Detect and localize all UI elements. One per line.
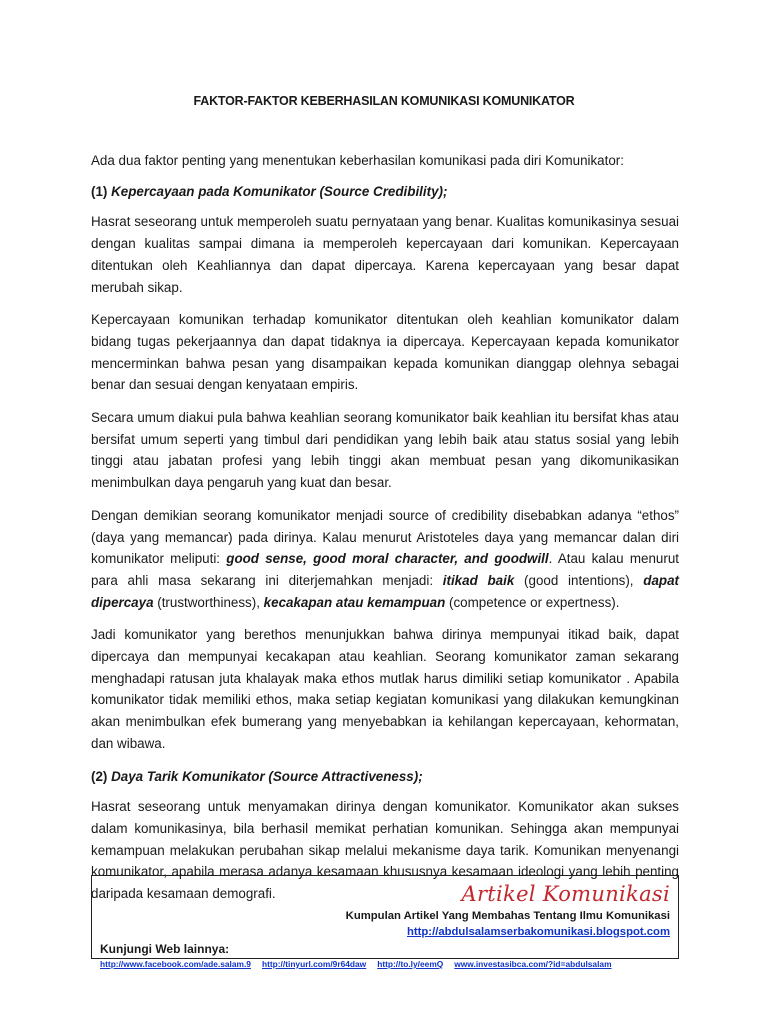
paragraph-4-text-5: (competence or expertness). xyxy=(445,594,620,610)
section-1-heading xyxy=(91,181,679,203)
paragraph-4-text-3: (good intentions), xyxy=(514,572,644,588)
brand-tagline: Kumpulan Artikel Yang Membahas Tentang Ilmu Komunikasi xyxy=(345,910,670,922)
paragraph-1: Hasrat seseorang untuk memperoleh suatu pernyataan yang benar. Kualitas komunikasinya sesuai dengan kualitas sampai dimana ia memperoleh kepercayaan dari komunikan. Kepercayaan ditentukan oleh Keahliannya dan dapat dipercaya. Karena kepercayaan yang besar dapat merubah sikap. xyxy=(91,214,679,295)
article-body xyxy=(91,150,679,916)
section-2-number: (2) xyxy=(91,768,108,784)
paragraph-4-text-2: . Atau kalau menurut para ahli masa sekarang ini diterjemahkan menjadi: xyxy=(91,551,679,588)
paragraph-3: Secara umum diakui pula bahwa keahlian seorang komunikator baik keahlian itu bersifat khas atau bersifat umum seperti yang timbul dari pendidikan yang lebih baik atau status sosial yang lebih tinggi atau jabatan profesi yang lebih tinggi akan membuat pesan yang dikomunikasikan menimbulkan daya pengaruh yang kuat dan besar. xyxy=(91,410,679,491)
paragraph-6: Hasrat seseorang untuk menyamakan dirinya dengan komunikator. Komunikator akan sukses dalam komunikasinya, bila berhasil memikat perhatian komunikan. Sehingga akan mempunyai kemampuan melakukan perubahan sikap melalui mekanisme daya tarik. Komunikan menyenangi komunikator, apabila merasa adanya kesamaan khususnya kesamaan ideologi yang lebih penting daripada kesamaan demografi. xyxy=(91,799,679,902)
external-links xyxy=(100,959,612,969)
paragraph-4-text-4: (trustworthiness), xyxy=(153,594,264,610)
toly-link[interactable]: http://to.ly/eemQ xyxy=(377,959,444,969)
blog-link[interactable]: http://abdulsalamserbakomunikasi.blogspot.com xyxy=(406,926,670,938)
kecakapan-term: kecakapan atau kemampuan xyxy=(263,594,446,610)
paragraph-4 xyxy=(91,505,679,614)
intro-paragraph: Ada dua faktor penting yang menentukan keberhasilan komunikasi pada diri Komunikator: xyxy=(91,153,624,168)
section-1-number: (1) xyxy=(91,183,108,199)
paragraph-2: Kepercayaan komunikan terhadap komunikator ditentukan oleh keahlian komunikator dalam bidang tugas pekerjaannya dan dapat tidaknya ia dipercaya. Kepercayaan kepada komunikator mencerminkan bahwa pesan yang disampaikan kepada komunikan dianggap olehnya sebagai benar dan sesuai dengan kenyataan empiris. xyxy=(91,312,679,393)
page-title: FAKTOR-FAKTOR KEBERHASILAN KOMUNIKASI KOMUNIKATOR xyxy=(193,94,575,108)
aristoteles-qualities: good sense, good moral character, and goodwill xyxy=(226,551,549,567)
footer-banner xyxy=(91,875,679,969)
section-2-heading xyxy=(91,766,679,788)
section-1-title: Kepercayaan pada Komunikator (Source Credibility); xyxy=(111,183,448,199)
visit-label: Kunjungi Web lainnya: xyxy=(100,942,230,956)
paragraph-5: Jadi komunikator yang berethos menunjukkan bahwa dirinya mempunyai itikad baik, dapat dipercaya dan mempunyai kecakapan atau keahlian. Seorang komunikator zaman sekarang menghadapi ratusan juta khalayak maka ethos mutlak harus dimiliki setiap komunikator . Apabila komunikator tidak memiliki ethos, maka setiap kegiatan komunikasi yang dilakukan kemungkinan akan menimbulkan efek bumerang yang menyebabkan ia kehilangan kepercayaan, kehormatan, dan wibawa. xyxy=(91,627,679,751)
facebook-link[interactable]: http://www.facebook.com/ade.salam.9 xyxy=(100,959,251,969)
investasibca-link[interactable]: www.investasibca.com/?id=abdulsalam xyxy=(454,959,612,969)
brand-title: Artikel Komunikasi xyxy=(461,882,670,906)
paragraph-4-text-1: Dengan demikian seorang komunikator menjadi source of credibility disebabkan adanya “ethos” (daya yang memancar) pada dirinya. Kalau menurut Aristoteles daya yang memancar dalan diri komunikator meliputi: xyxy=(91,507,679,567)
section-2-title: Daya Tarik Komunikator (Source Attractiveness); xyxy=(111,768,423,784)
tinyurl-link[interactable]: http://tinyurl.com/9r64daw xyxy=(261,959,367,969)
itikad-baik-term: itikad baik xyxy=(442,572,515,588)
dapat-dipercaya-term: dapat dipercaya xyxy=(91,572,679,610)
